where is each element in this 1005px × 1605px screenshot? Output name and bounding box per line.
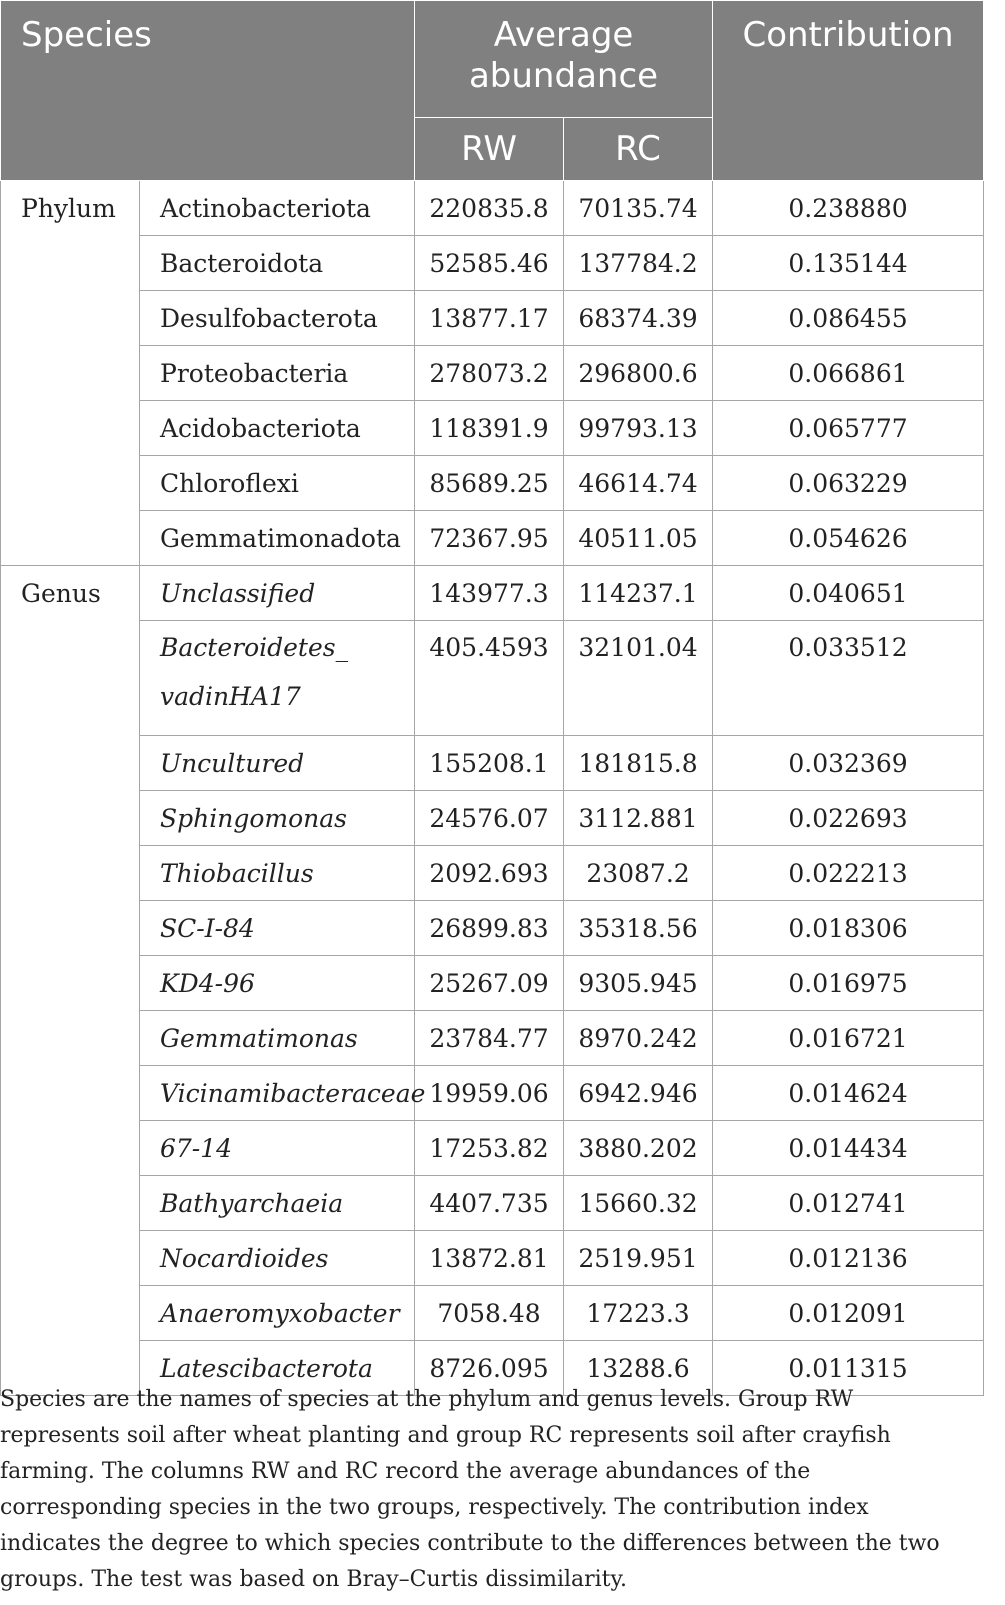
cell-contribution: 0.065777 [713, 401, 984, 456]
cell-contribution: 0.135144 [713, 236, 984, 291]
table-row [1, 346, 984, 401]
table-row [1, 901, 984, 956]
species-name: Unclassified [140, 566, 415, 621]
cell-rc: 9305.945 [564, 956, 713, 1011]
header-species: Species [1, 1, 415, 181]
cell-contribution: 0.011315 [713, 1341, 984, 1396]
table-row [1, 236, 984, 291]
cell-rc: 32101.04 [564, 621, 713, 736]
species-name: Vicinamibacteraceae [140, 1066, 415, 1121]
species-name: Anaeromyxobacter [140, 1286, 415, 1341]
cell-rw: 72367.95 [415, 511, 564, 566]
cell-contribution: 0.022693 [713, 791, 984, 846]
header-contribution: Contribution [713, 1, 984, 181]
cell-contribution: 0.238880 [713, 181, 984, 236]
table-row [1, 1121, 984, 1176]
header-row [1, 1, 984, 118]
table-footnote: Species are the names of species at the phylum and genus levels. Group RW represents soil after wheat planting and group RC represents soil after crayfish farming. The columns RW and RC record the average abundances of the corresponding species in the two groups, respectively. The contribution index indicates the degree to which species contribute to the differences between the two groups. The test was based on Bray–Curtis dissimilarity. [0, 1387, 940, 1592]
cell-rw: 155208.1 [415, 736, 564, 791]
cell-rw: 118391.9 [415, 401, 564, 456]
table-row [1, 1011, 984, 1066]
table-row [1, 291, 984, 346]
cell-rc: 35318.56 [564, 901, 713, 956]
cell-contribution: 0.012091 [713, 1286, 984, 1341]
species-name: Nocardioides [140, 1231, 415, 1286]
species-name: 67-14 [140, 1121, 415, 1176]
table-row [1, 181, 984, 236]
species-name: Acidobacteriota [140, 401, 415, 456]
cell-contribution: 0.014434 [713, 1121, 984, 1176]
cell-contribution: 0.014624 [713, 1066, 984, 1121]
cell-contribution: 0.018306 [713, 901, 984, 956]
header-rw: RW [415, 118, 564, 181]
cell-contribution: 0.016975 [713, 956, 984, 1011]
cell-contribution: 0.032369 [713, 736, 984, 791]
header-average-abundance: Average abundance [415, 1, 713, 118]
table-body [1, 181, 984, 1396]
species-name: Desulfobacterota [140, 291, 415, 346]
cell-rw: 2092.693 [415, 846, 564, 901]
cell-rc: 46614.74 [564, 456, 713, 511]
group-label-phylum: Phylum [1, 181, 140, 566]
cell-rw: 13877.17 [415, 291, 564, 346]
table-row [1, 956, 984, 1011]
cell-rc: 13288.6 [564, 1341, 713, 1396]
cell-rc: 3112.881 [564, 791, 713, 846]
cell-contribution: 0.012741 [713, 1176, 984, 1231]
cell-rw: 19959.06 [415, 1066, 564, 1121]
cell-rc: 68374.39 [564, 291, 713, 346]
cell-rc: 3880.202 [564, 1121, 713, 1176]
cell-contribution: 0.066861 [713, 346, 984, 401]
table-row [1, 401, 984, 456]
cell-contribution: 0.022213 [713, 846, 984, 901]
cell-rw: 26899.83 [415, 901, 564, 956]
cell-contribution: 0.086455 [713, 291, 984, 346]
cell-rc: 137784.2 [564, 236, 713, 291]
table-row [1, 621, 984, 736]
species-name: Latescibacterota [140, 1341, 415, 1396]
cell-rc: 114237.1 [564, 566, 713, 621]
cell-rw: 220835.8 [415, 181, 564, 236]
cell-rw: 24576.07 [415, 791, 564, 846]
species-name: Chloroflexi [140, 456, 415, 511]
table-row [1, 736, 984, 791]
cell-rw: 25267.09 [415, 956, 564, 1011]
table-row [1, 1231, 984, 1286]
cell-rw: 143977.3 [415, 566, 564, 621]
header-rc: RC [564, 118, 713, 181]
species-name [140, 621, 415, 736]
species-name: Bathyarchaeia [140, 1176, 415, 1231]
cell-rc: 99793.13 [564, 401, 713, 456]
cell-contribution: 0.063229 [713, 456, 984, 511]
species-name: KD4-96 [140, 956, 415, 1011]
table-row [1, 456, 984, 511]
species-name: Uncultured [140, 736, 415, 791]
cell-rc: 6942.946 [564, 1066, 713, 1121]
table-row [1, 511, 984, 566]
cell-rw: 405.4593 [415, 621, 564, 736]
species-name: Thiobacillus [140, 846, 415, 901]
species-name: SC-I-84 [140, 901, 415, 956]
cell-rw: 23784.77 [415, 1011, 564, 1066]
cell-contribution: 0.054626 [713, 511, 984, 566]
cell-rc: 17223.3 [564, 1286, 713, 1341]
cell-rw: 13872.81 [415, 1231, 564, 1286]
table-row [1, 566, 984, 621]
cell-contribution: 0.012136 [713, 1231, 984, 1286]
cell-rw: 7058.48 [415, 1286, 564, 1341]
table-row [1, 1066, 984, 1121]
cell-rc: 181815.8 [564, 736, 713, 791]
cell-rc: 70135.74 [564, 181, 713, 236]
table-row [1, 1286, 984, 1341]
species-name: Actinobacteriota [140, 181, 415, 236]
cell-contribution: 0.040651 [713, 566, 984, 621]
species-name: Bacteroidota [140, 236, 415, 291]
cell-rc: 296800.6 [564, 346, 713, 401]
cell-contribution: 0.033512 [713, 621, 984, 736]
species-name: Gemmatimonadota [140, 511, 415, 566]
cell-rc: 15660.32 [564, 1176, 713, 1231]
cell-rc: 8970.242 [564, 1011, 713, 1066]
cell-rw: 4407.735 [415, 1176, 564, 1231]
cell-rc: 40511.05 [564, 511, 713, 566]
cell-rw: 8726.095 [415, 1341, 564, 1396]
species-name-line1: Bacteroidetes_ [160, 633, 349, 662]
species-name-line2: vadinHA17 [160, 682, 301, 711]
cell-contribution: 0.016721 [713, 1011, 984, 1066]
cell-rc: 2519.951 [564, 1231, 713, 1286]
species-name: Proteobacteria [140, 346, 415, 401]
cell-rw: 85689.25 [415, 456, 564, 511]
cell-rw: 17253.82 [415, 1121, 564, 1176]
species-name: Sphingomonas [140, 791, 415, 846]
table-row [1, 846, 984, 901]
table-row [1, 791, 984, 846]
group-label-genus: Genus [1, 566, 140, 1396]
cell-rw: 52585.46 [415, 236, 564, 291]
species-name: Gemmatimonas [140, 1011, 415, 1066]
cell-rw: 278073.2 [415, 346, 564, 401]
cell-rc: 23087.2 [564, 846, 713, 901]
table-row [1, 1176, 984, 1231]
